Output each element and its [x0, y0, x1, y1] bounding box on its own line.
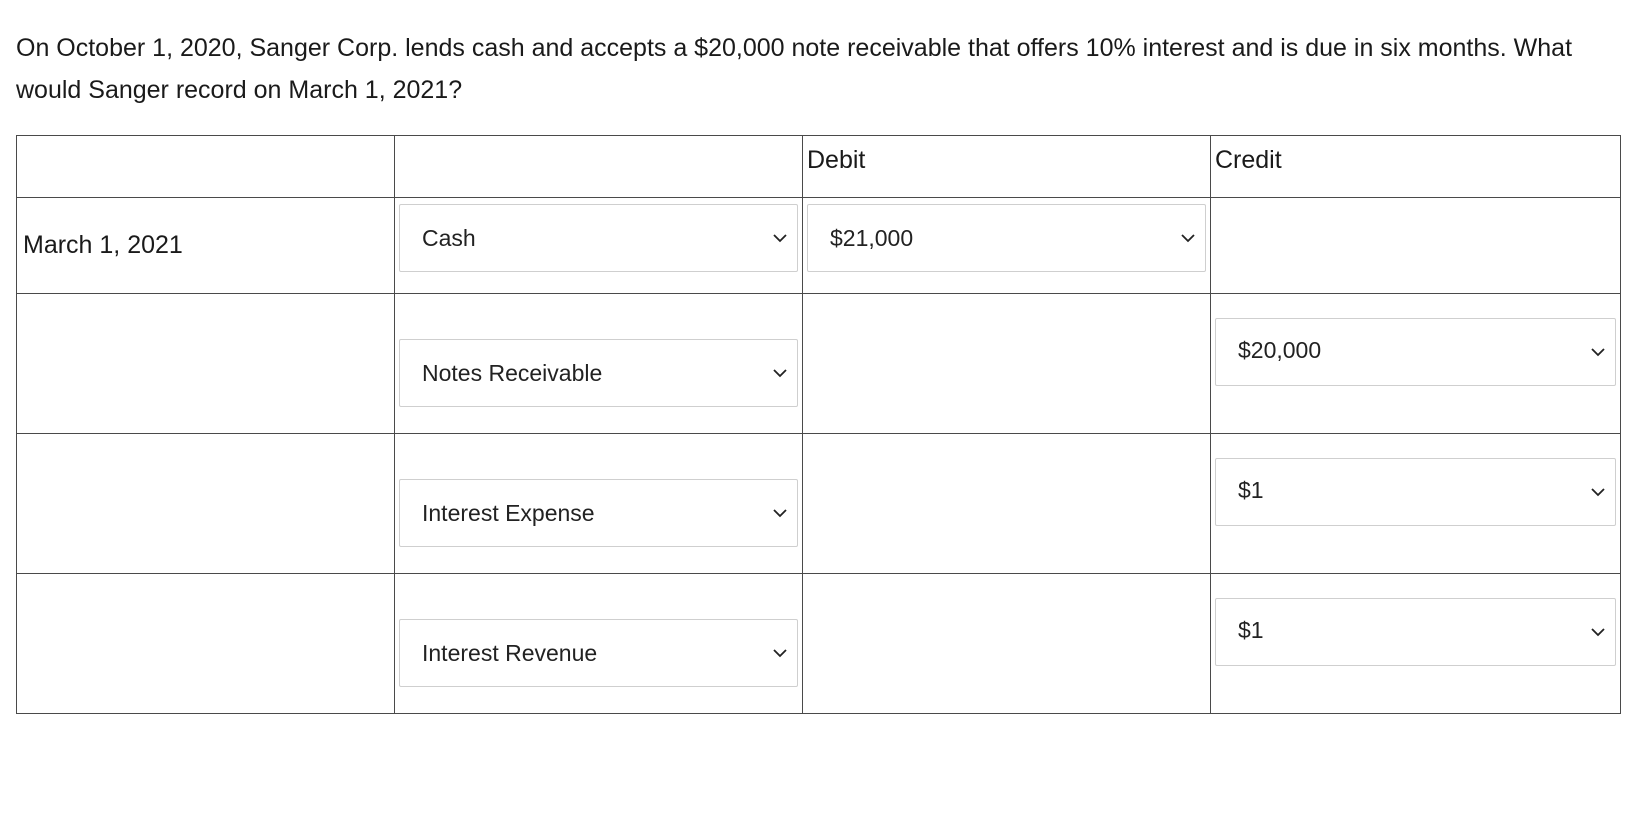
table-row: [17, 434, 1621, 574]
credit-select-value: $1: [1238, 477, 1264, 503]
chevron-down-icon: [773, 506, 787, 520]
credit-cell: [1211, 198, 1621, 294]
chevron-down-icon: [1591, 485, 1605, 499]
date-cell: [17, 434, 395, 574]
chevron-down-icon: [1591, 625, 1605, 639]
debit-cell: [803, 294, 1211, 434]
debit-select-value: $21,000: [830, 225, 914, 251]
debit-cell: [803, 434, 1211, 574]
credit-select[interactable]: [1215, 318, 1616, 386]
header-account: [395, 136, 803, 198]
account-select-value: Interest Expense: [422, 500, 595, 526]
table-row: [17, 198, 1621, 294]
credit-select[interactable]: [1215, 598, 1616, 666]
chevron-down-icon: [773, 231, 787, 245]
table-row: [17, 294, 1621, 434]
account-select[interactable]: [399, 619, 798, 687]
question-text: On October 1, 2020, Sanger Corp. lends cash and accepts a $20,000 note receivable that offers 10% interest and is due in six months. What would Sanger record on March 1, 2021?: [16, 34, 1573, 104]
account-cell: [395, 294, 803, 434]
header-credit: Credit: [1211, 136, 1621, 198]
account-select[interactable]: [399, 204, 798, 272]
chevron-down-icon: [773, 366, 787, 380]
header-date: [17, 136, 395, 198]
debit-cell: [803, 574, 1211, 714]
debit-cell: [803, 198, 1211, 294]
header-debit: Debit: [803, 136, 1211, 198]
credit-cell: [1211, 294, 1621, 434]
account-select[interactable]: [399, 339, 798, 407]
header-row: [17, 136, 1621, 198]
account-select-value: Notes Receivable: [422, 360, 603, 386]
table-row: [17, 574, 1621, 714]
credit-select[interactable]: [1215, 458, 1616, 526]
account-select-value: Interest Revenue: [422, 640, 598, 666]
account-cell: [395, 198, 803, 294]
date-cell: [17, 294, 395, 434]
chevron-down-icon: [1591, 345, 1605, 359]
account-cell: [395, 574, 803, 714]
date-cell: [17, 574, 395, 714]
chevron-down-icon: [773, 646, 787, 660]
chevron-down-icon: [1181, 231, 1195, 245]
account-select-value: Cash: [422, 225, 476, 251]
journal-entry-table: [16, 135, 1621, 714]
date-cell: March 1, 2021: [17, 198, 395, 294]
credit-select-value: $1: [1238, 617, 1264, 643]
credit-cell: [1211, 574, 1621, 714]
credit-cell: [1211, 434, 1621, 574]
account-select[interactable]: [399, 479, 798, 547]
credit-select-value: $20,000: [1238, 337, 1322, 363]
account-cell: [395, 434, 803, 574]
debit-select[interactable]: [807, 204, 1206, 272]
